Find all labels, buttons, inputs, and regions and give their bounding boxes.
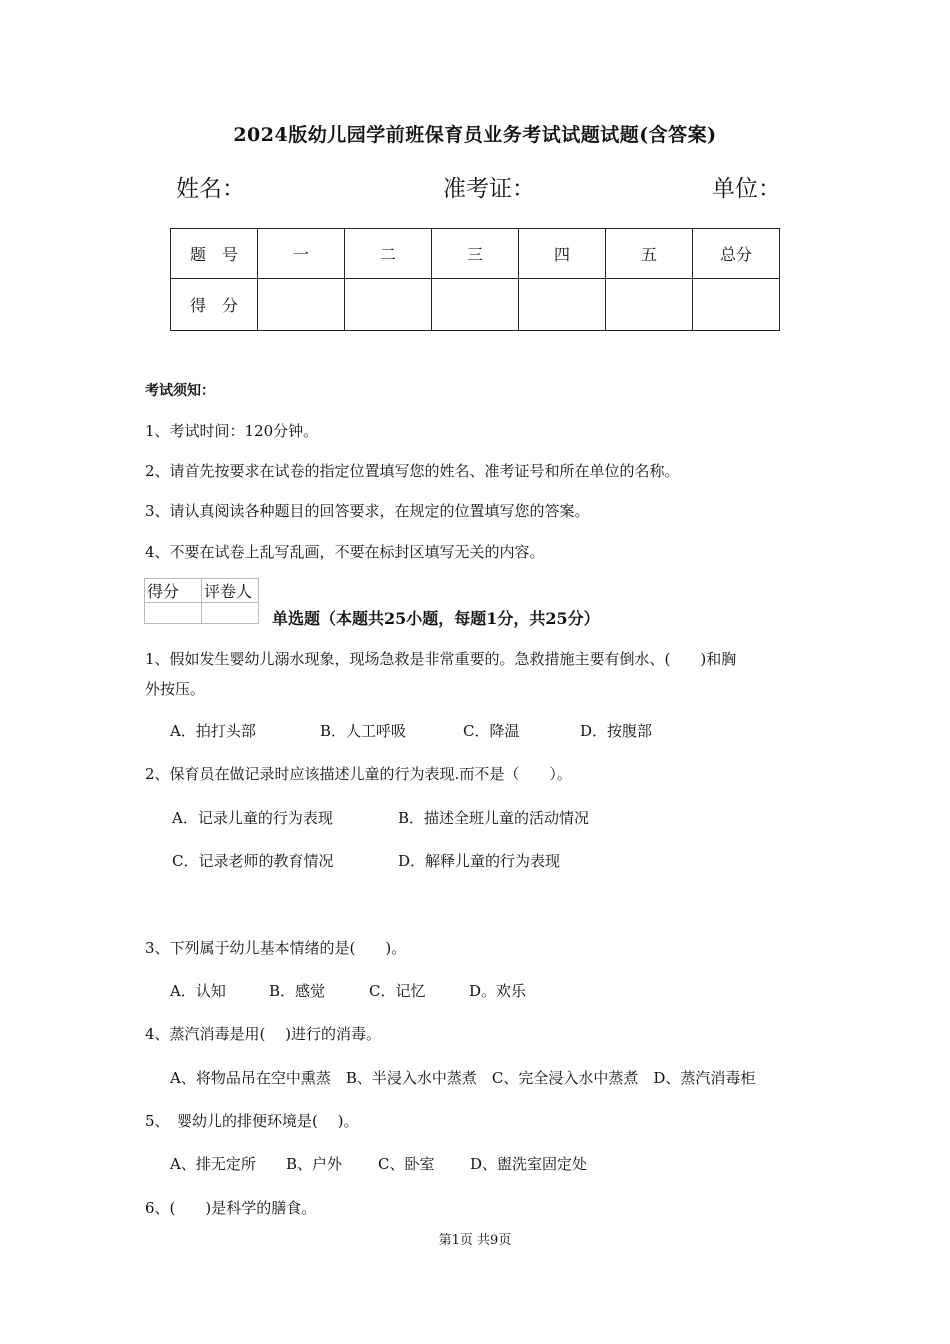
question-3-stem: 3、下列属于幼儿基本情绪的是( )。	[145, 939, 407, 957]
score-cell	[345, 279, 432, 331]
question-2-option-d: D．解释儿童的行为表现	[398, 852, 561, 870]
score-cell	[519, 279, 606, 331]
question-5-stem: 5、 婴幼儿的排便环境是( )。	[145, 1112, 359, 1130]
notes-title: 考试须知：	[145, 383, 215, 399]
exam-number-field-label: 准考证：	[443, 176, 535, 202]
unit-field-label: 单位：	[712, 176, 781, 202]
question-2-option-b: B．描述全班儿童的活动情况	[398, 809, 590, 827]
question-5-option-d: D、盥洗室固定处	[470, 1155, 588, 1173]
score-table-header-cell: 总分	[693, 229, 780, 279]
notes-item: 2、请首先按要求在试卷的指定位置填写您的姓名、准考证号和所在单位的名称。	[145, 462, 680, 480]
score-table-header-cell: 三	[432, 229, 519, 279]
score-table-header-row	[171, 229, 780, 279]
page-footer: 第1页 共9页	[438, 1233, 512, 1248]
question-3-option-d: D。欢乐	[469, 982, 527, 1000]
grader-score-label: 得分	[145, 579, 202, 603]
page-title: 2024版幼儿园学前班保育员业务考试试题试题(含答案)	[233, 124, 717, 146]
score-cell	[258, 279, 345, 331]
question-1-option-a: A．拍打头部	[170, 722, 256, 740]
grader-reviewer-cell	[202, 603, 259, 624]
score-cell	[606, 279, 693, 331]
question-3-option-b: B．感觉	[269, 982, 326, 1000]
score-row-label: 得 分	[171, 279, 258, 331]
question-1-option-d: D．按腹部	[580, 722, 653, 740]
question-3-option-c: C．记忆	[369, 982, 426, 1000]
question-4-stem: 4、蒸汽消毒是用( )进行的消毒。	[145, 1025, 382, 1043]
name-field-label: 姓名：	[176, 176, 245, 202]
score-table-header-cell: 五	[606, 229, 693, 279]
question-4-options: A、将物品吊在空中熏蒸 B、半浸入水中蒸煮 C、完全浸入水中蒸煮 D、蒸汽消毒柜	[170, 1069, 756, 1087]
question-3-option-a: A．认知	[170, 982, 226, 1000]
score-cell	[693, 279, 780, 331]
question-1-stem-cont: 外按压。	[145, 680, 206, 698]
notes-item: 3、请认真阅读各种题目的回答要求，在规定的位置填写您的答案。	[145, 502, 590, 520]
section-title: 单选题（本题共25小题，每题1分，共25分）	[272, 609, 600, 628]
score-table	[170, 228, 780, 331]
grader-score-cell	[145, 603, 202, 624]
question-1-option-c: C．降温	[463, 722, 520, 740]
question-6-stem: 6、( )是科学的膳食。	[145, 1199, 317, 1217]
question-2-option-c: C．记录老师的教育情况	[172, 852, 334, 870]
question-5-option-c: C、卧室	[378, 1155, 435, 1173]
question-5-option-a: A、排无定所	[170, 1155, 256, 1173]
score-table-header-cell: 一	[258, 229, 345, 279]
score-table-header-cell: 题 号	[171, 229, 258, 279]
score-table-header-cell: 二	[345, 229, 432, 279]
question-5-option-b: B、户外	[286, 1155, 343, 1173]
question-2-option-a: A．记录儿童的行为表现	[172, 809, 333, 827]
notes-item: 1、考试时间：120分钟。	[145, 422, 319, 440]
question-1-option-b: B．人工呼吸	[320, 722, 407, 740]
score-cell	[432, 279, 519, 331]
grader-box	[144, 578, 259, 624]
grader-reviewer-label: 评卷人	[202, 579, 259, 603]
score-table-header-cell: 四	[519, 229, 606, 279]
notes-item: 4、不要在试卷上乱写乱画，不要在标封区填写无关的内容。	[145, 543, 545, 561]
question-1-stem: 1、假如发生婴幼儿溺水现象，现场急救是非常重要的。急救措施主要有倒水、( )和胸	[145, 650, 737, 668]
score-table-score-row	[171, 279, 780, 331]
question-2-stem: 2、保育员在做记录时应该描述儿童的行为表现.而不是（ ）。	[145, 765, 572, 783]
